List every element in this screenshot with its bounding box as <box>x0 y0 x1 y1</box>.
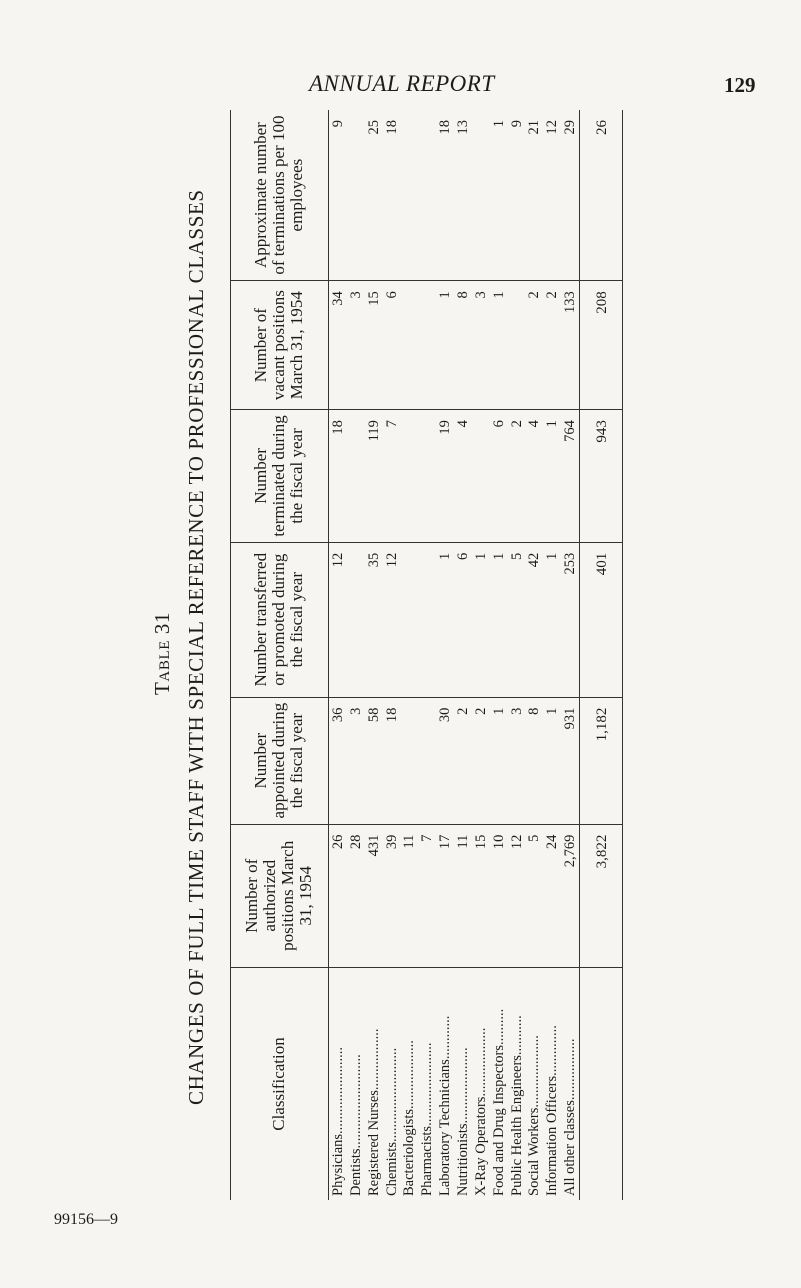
table-cell: 2 <box>508 410 526 543</box>
table-cell: 2 <box>525 281 543 410</box>
column-header: Approximate number of terminations per 100 employees <box>230 110 329 281</box>
table-cell: 3 <box>347 697 365 824</box>
table-cell: 9 <box>508 110 526 281</box>
table-cell: 1 <box>490 110 508 281</box>
table-cell <box>347 110 365 281</box>
table-row <box>383 110 401 1200</box>
table-cell: 3 <box>347 281 365 410</box>
total-cell: 401 <box>580 542 623 697</box>
table-cell: 29 <box>561 110 579 281</box>
row-classification: Pharmacists....................... <box>419 1042 436 1196</box>
table-cell: 764 <box>561 410 579 543</box>
table-cell: 18 <box>383 110 401 281</box>
total-row <box>580 110 623 1200</box>
table-cell: 2 <box>543 281 561 410</box>
total-cell: 208 <box>580 281 623 410</box>
table-row <box>472 110 490 1200</box>
column-header: Number of vacant positions March 31, 1954 <box>230 281 329 410</box>
row-classification: Physicians........................ <box>329 1046 346 1196</box>
table-cell <box>418 697 436 824</box>
column-header: Number of authorized positions March 31, 1954 <box>230 824 329 967</box>
table-cell: 9 <box>329 110 347 281</box>
table-cell: 28 <box>347 824 365 967</box>
table-cell <box>418 542 436 697</box>
footer-code: 99156—9 <box>54 1211 118 1228</box>
table-cell: 42 <box>525 542 543 697</box>
table-cell: 11 <box>454 824 472 967</box>
table-cell <box>418 110 436 281</box>
table-cell: 15 <box>472 824 490 967</box>
table-cell: 12 <box>543 110 561 281</box>
table-cell: 4 <box>525 410 543 543</box>
data-table <box>230 110 623 1200</box>
table-cell: 58 <box>365 697 383 824</box>
row-classification: Dentists.......................... <box>347 1054 364 1196</box>
total-cell: 943 <box>580 410 623 543</box>
table-cell: 30 <box>436 697 454 824</box>
table-row <box>329 110 347 1200</box>
table-label: Table 31 <box>150 611 174 695</box>
table-cell: 6 <box>383 281 401 410</box>
table-cell: 1 <box>490 281 508 410</box>
row-classification: Laboratory Technicians............ <box>437 1015 454 1196</box>
table-cell: 13 <box>454 110 472 281</box>
table-row <box>418 110 436 1200</box>
table-cell: 18 <box>329 410 347 543</box>
table-cell: 7 <box>418 824 436 967</box>
table-cell <box>508 281 526 410</box>
table-row <box>436 110 454 1200</box>
table-cell <box>418 410 436 543</box>
total-label <box>580 968 623 1201</box>
table-cell <box>347 542 365 697</box>
row-classification: Food and Drug Inspectors.......... <box>490 1008 507 1196</box>
table-cell: 18 <box>436 110 454 281</box>
column-header: Number transferred or promoted during the fiscal year <box>230 542 329 697</box>
total-cell: 1,182 <box>580 697 623 824</box>
table-cell: 8 <box>454 281 472 410</box>
row-classification: Information Officers.............. <box>544 1025 561 1196</box>
table-cell: 2,769 <box>561 824 579 967</box>
table-row <box>508 110 526 1200</box>
table-cell: 431 <box>365 824 383 967</box>
table-cell <box>400 410 418 543</box>
table-cell <box>400 697 418 824</box>
row-classification: Nutritionists..................... <box>454 1047 471 1196</box>
table-cell: 5 <box>508 542 526 697</box>
table-cell: 36 <box>329 697 347 824</box>
total-cell: 26 <box>580 110 623 281</box>
table-body <box>329 110 624 1200</box>
table-cell <box>400 281 418 410</box>
table-cell: 34 <box>329 281 347 410</box>
table-cell: 11 <box>400 824 418 967</box>
table-cell: 12 <box>329 542 347 697</box>
total-cell: 3,822 <box>580 824 623 967</box>
page-number: 129 <box>724 73 756 97</box>
table-row <box>561 110 579 1200</box>
row-classification: Public Health Engineers........... <box>508 1015 525 1196</box>
row-classification: Registered Nurses................. <box>365 1028 382 1196</box>
table-cell: 1 <box>490 697 508 824</box>
table-cell: 1 <box>472 542 490 697</box>
table-row <box>400 110 418 1200</box>
running-header-title: ANNUAL REPORT <box>309 71 495 96</box>
row-classification: X-Ray Operators................... <box>472 1027 489 1196</box>
table-cell: 4 <box>454 410 472 543</box>
row-classification: Chemists.......................... <box>383 1047 400 1196</box>
table-row <box>490 110 508 1200</box>
table-cell <box>347 410 365 543</box>
table-caption: CHANGES OF FULL TIME STAFF WITH SPECIAL REFERENCE TO PROFESSIONAL CLASSES <box>184 189 208 1105</box>
table-cell: 19 <box>436 410 454 543</box>
table-row <box>347 110 365 1200</box>
table-cell: 1 <box>543 410 561 543</box>
table-cell: 35 <box>365 542 383 697</box>
table-cell: 6 <box>454 542 472 697</box>
staff-changes-table <box>230 110 623 1200</box>
table-cell: 18 <box>383 697 401 824</box>
table-cell: 3 <box>472 281 490 410</box>
table-cell: 5 <box>525 824 543 967</box>
table-cell <box>472 110 490 281</box>
row-classification: Social Workers.................... <box>526 1035 543 1196</box>
table-cell: 1 <box>543 542 561 697</box>
table-cell <box>472 410 490 543</box>
table-cell: 12 <box>383 542 401 697</box>
table-cell: 21 <box>525 110 543 281</box>
table-cell: 7 <box>383 410 401 543</box>
table-cell <box>400 110 418 281</box>
table-cell: 10 <box>490 824 508 967</box>
table-cell: 26 <box>329 824 347 967</box>
table-cell: 12 <box>508 824 526 967</box>
table-cell: 17 <box>436 824 454 967</box>
table-cell: 39 <box>383 824 401 967</box>
table-cell: 253 <box>561 542 579 697</box>
table-cell: 25 <box>365 110 383 281</box>
table-cell: 15 <box>365 281 383 410</box>
table-cell: 133 <box>561 281 579 410</box>
table-row <box>543 110 561 1200</box>
table-cell: 6 <box>490 410 508 543</box>
column-header: Classification <box>230 968 329 1201</box>
table-row <box>525 110 543 1200</box>
table-cell: 2 <box>472 697 490 824</box>
table-cell <box>400 542 418 697</box>
table-row <box>454 110 472 1200</box>
table-cell: 1 <box>490 542 508 697</box>
column-header: Number appointed during the fiscal year <box>230 697 329 824</box>
table-cell: 931 <box>561 697 579 824</box>
row-classification: All other classes................. <box>562 1038 579 1196</box>
table-cell: 8 <box>525 697 543 824</box>
table-cell: 3 <box>508 697 526 824</box>
table-header-row <box>230 110 329 1200</box>
table-cell: 1 <box>436 542 454 697</box>
table-cell: 24 <box>543 824 561 967</box>
table-cell: 1 <box>436 281 454 410</box>
table-cell: 119 <box>365 410 383 543</box>
table-cell: 1 <box>543 697 561 824</box>
column-header: Number terminated during the fiscal year <box>230 410 329 543</box>
table-cell <box>418 281 436 410</box>
row-classification: Bacteriologists................... <box>401 1040 418 1196</box>
table-row <box>365 110 383 1200</box>
table-cell: 2 <box>454 697 472 824</box>
